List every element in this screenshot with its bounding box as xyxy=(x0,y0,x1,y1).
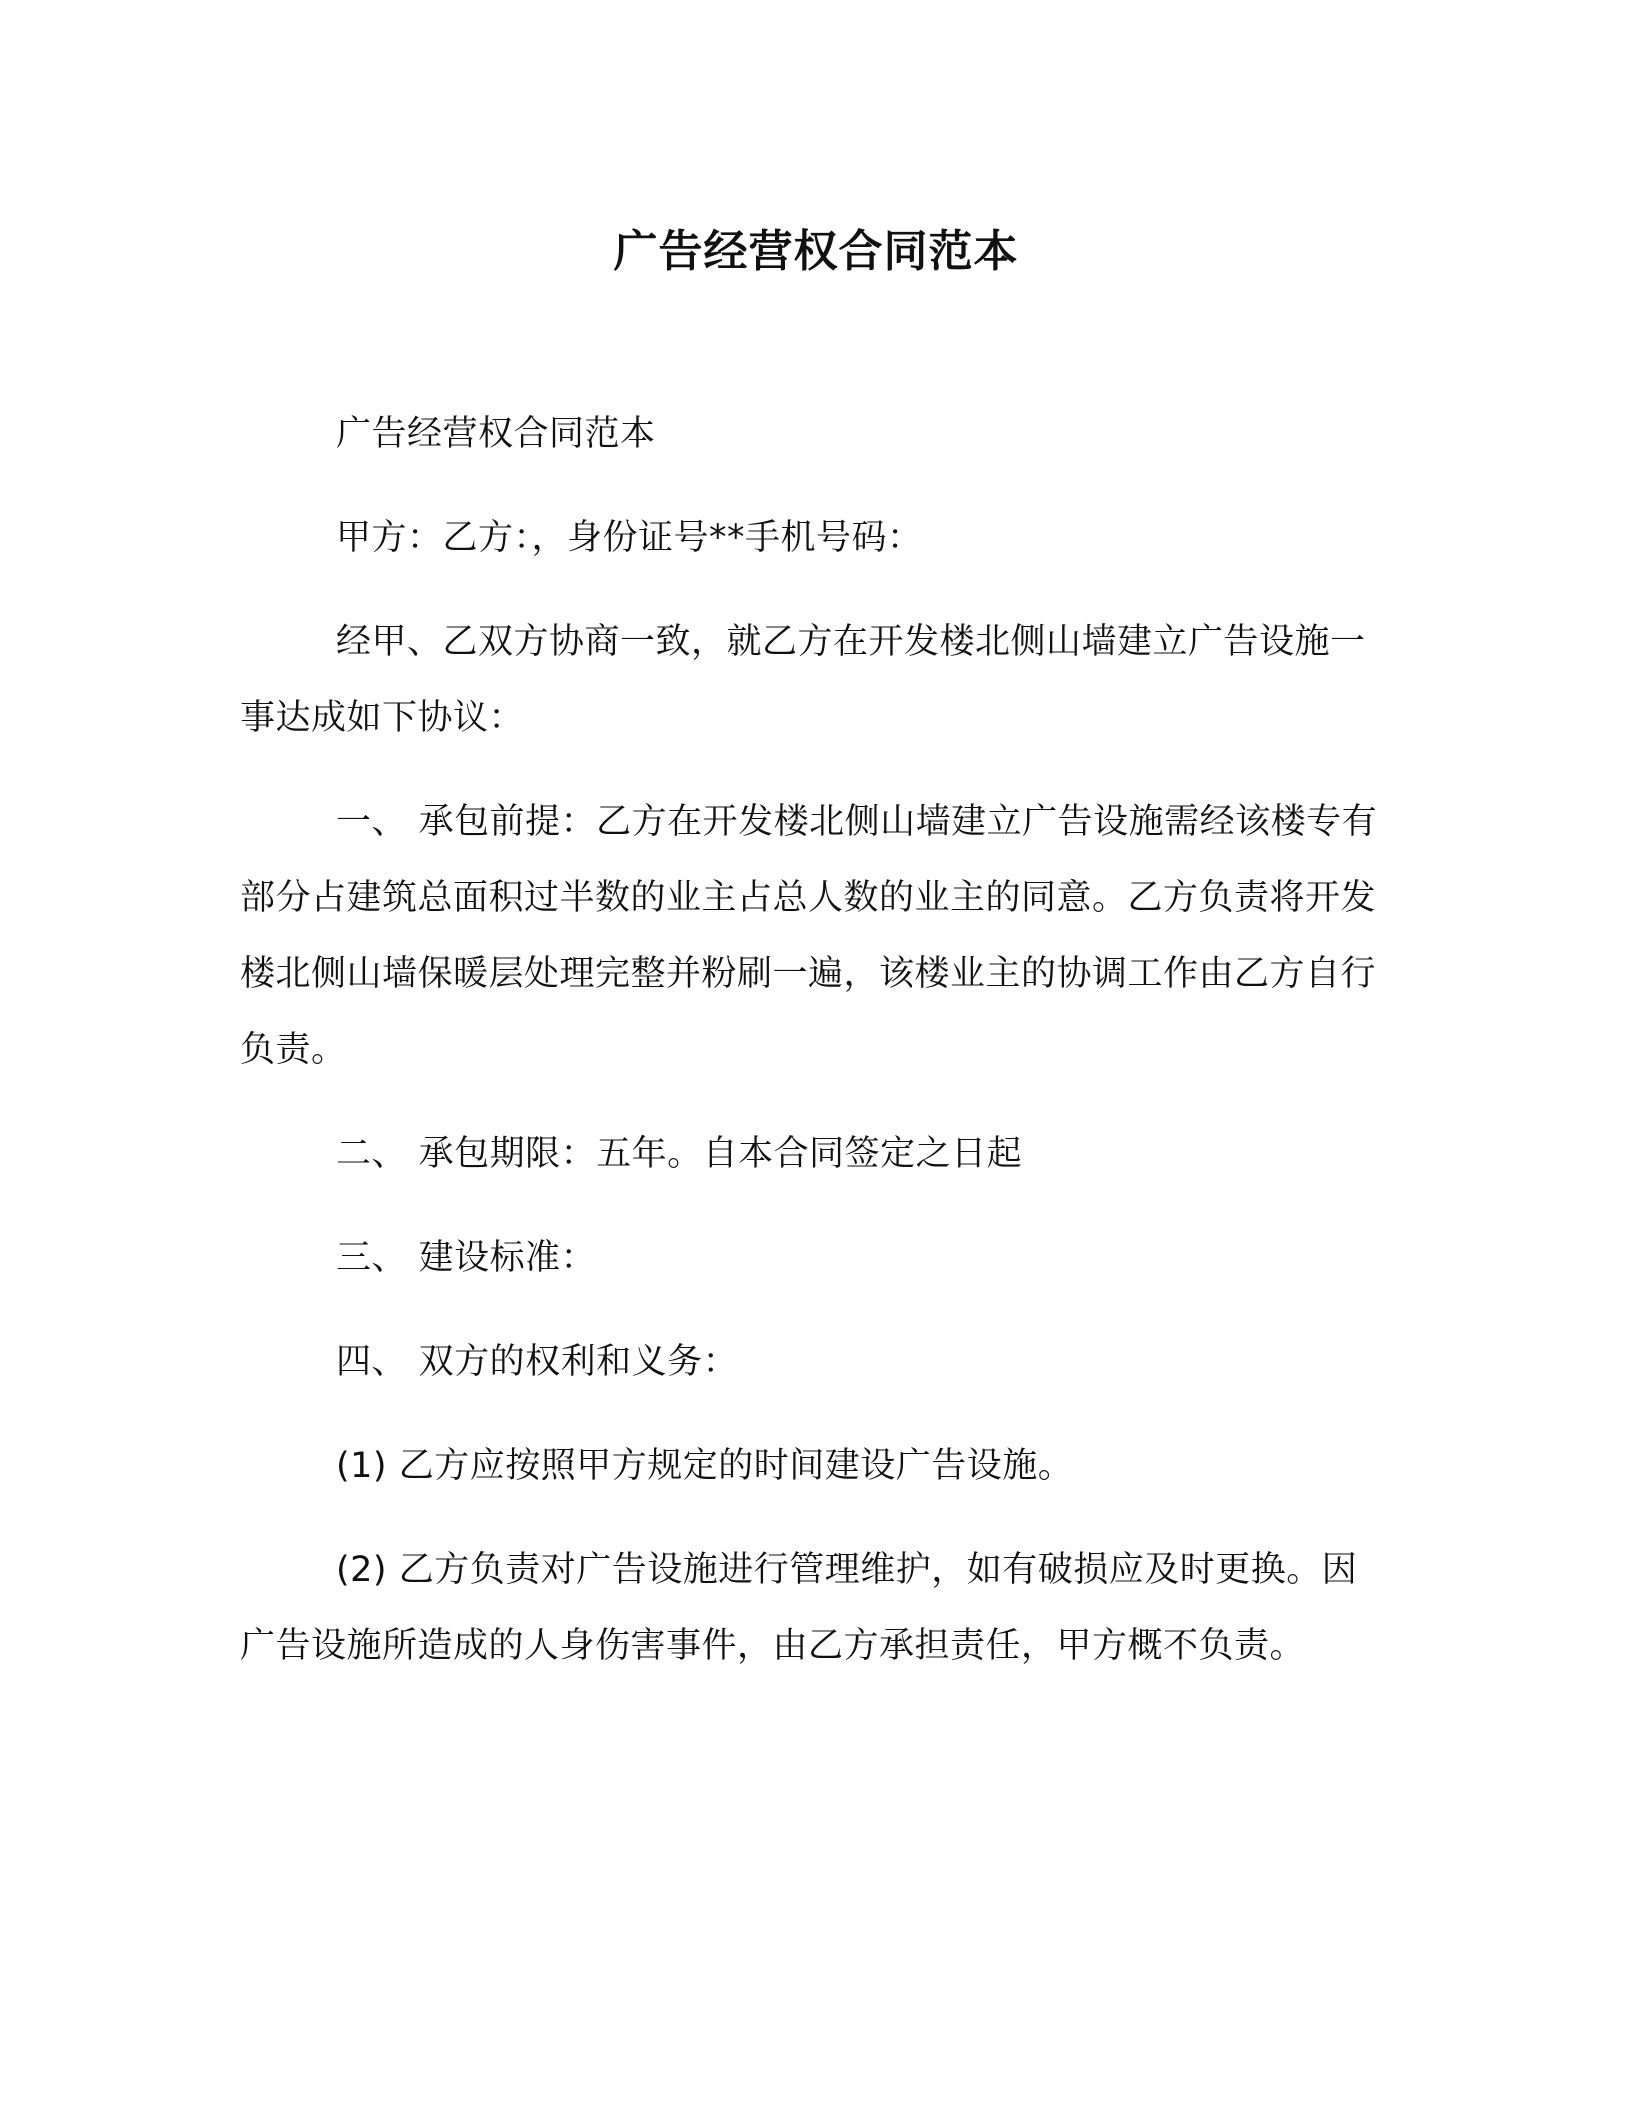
clause-1-paragraph: 一、 承包前提：乙方在开发楼北侧山墙建立广告设施需经该楼专有部分占建筑总面积过半数的业主占总人数的业主的同意。乙方负责将开发楼北侧山墙保暖层处理完整并粉刷一遍，该楼业主的协调工作由乙方自行负责。 xyxy=(240,802,1378,1070)
document-title: 广告经营权合同范本 xyxy=(613,226,1019,277)
clause-4-item-2-paragraph: (2) 乙方负责对广告设施进行管理维护，如有破损应及时更换。因广告设施所造成的人身伤害事件，由乙方承担责任，甲方概不负责。 xyxy=(240,1550,1358,1666)
clause-2-paragraph: 二、 承包期限：五年。自本合同签定之日起 xyxy=(336,1134,1023,1174)
agreement-intro-paragraph: 经甲、乙双方协商一致，就乙方在开发楼北侧山墙建立广告设施一事达成如下协议： xyxy=(240,622,1366,738)
subtitle-paragraph: 广告经营权合同范本 xyxy=(336,414,656,454)
document-body xyxy=(240,396,1388,1712)
parties-paragraph: 甲方：乙方：，身份证号**手机号码： xyxy=(336,518,923,558)
clause-3-paragraph: 三、 建设标准： xyxy=(336,1238,597,1278)
clause-4-paragraph: 四、 双方的权利和义务： xyxy=(336,1342,739,1382)
clause-4-item-1-paragraph: (1) 乙方应按照甲方规定的时间建设广告设施。 xyxy=(336,1446,1074,1486)
